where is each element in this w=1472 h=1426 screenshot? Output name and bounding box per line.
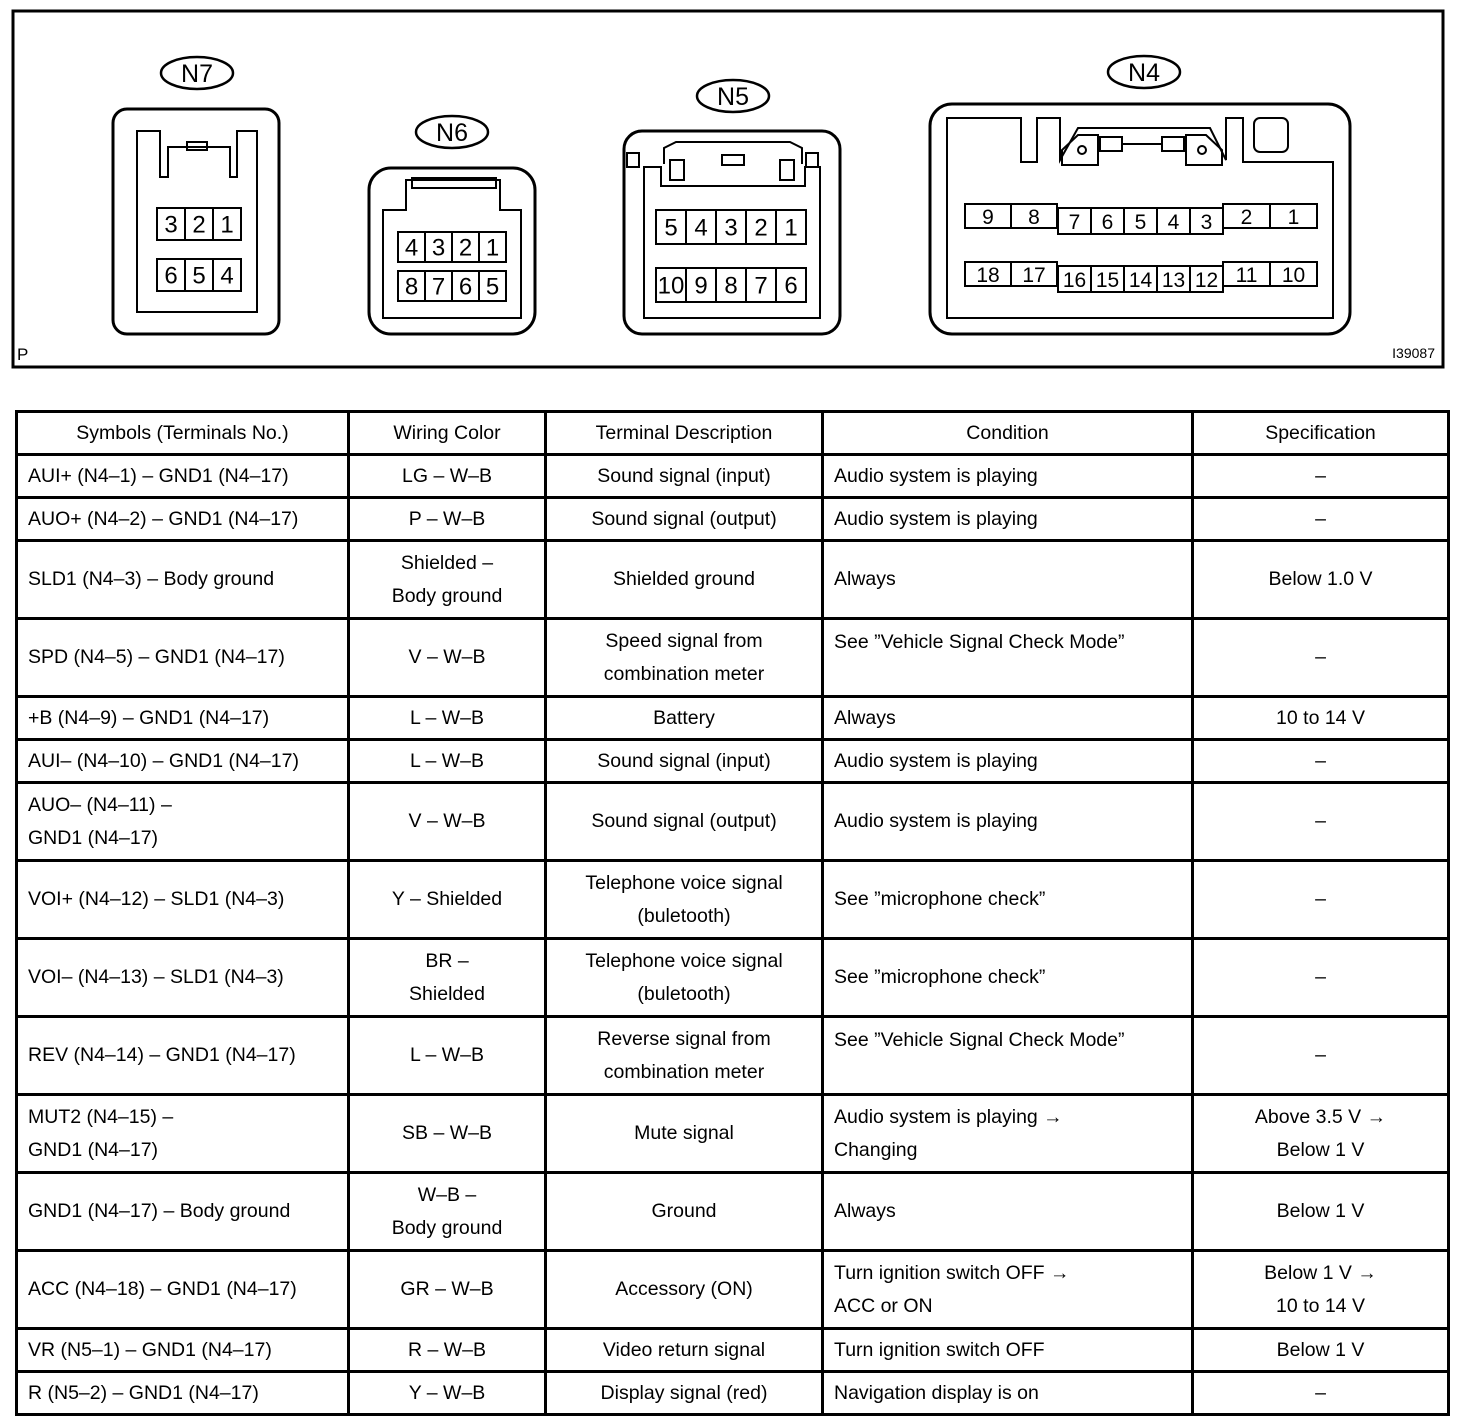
cell-terminal-description: Sound signal (output) xyxy=(546,783,823,861)
cell-specification: Below 1 V → 10 to 14 V xyxy=(1193,1251,1449,1329)
table-row xyxy=(17,783,1449,861)
header-terminal-description: Terminal Description xyxy=(546,412,823,455)
pin-number: 3 xyxy=(724,214,738,242)
cell-condition: See ”microphone check” xyxy=(823,861,1193,939)
cell-specification: 10 to 14 V xyxy=(1193,697,1449,740)
table-row xyxy=(17,861,1449,939)
cell-condition: See ”Vehicle Signal Check Mode” xyxy=(823,1017,1193,1095)
cell-symbols: VOI– (N4–13) – SLD1 (N4–3) xyxy=(17,939,349,1017)
pin-number: 2 xyxy=(1240,206,1253,229)
cell-terminal-description: Telephone voice signal (buletooth) xyxy=(546,939,823,1017)
pin-number: 7 xyxy=(1068,211,1081,234)
pin-number: 6 xyxy=(1101,211,1114,234)
cell-wiring-color: L – W–B xyxy=(349,1017,546,1095)
cell-specification: – xyxy=(1193,939,1449,1017)
connector-n5-label: N5 xyxy=(717,83,749,111)
cell-condition: Audio system is playing xyxy=(823,498,1193,541)
cell-specification: – xyxy=(1193,498,1449,541)
cell-terminal-description: Telephone voice signal (buletooth) xyxy=(546,861,823,939)
cell-wiring-color: P – W–B xyxy=(349,498,546,541)
pin-number: 13 xyxy=(1161,269,1186,292)
cell-terminal-description: Video return signal xyxy=(546,1329,823,1372)
pin-number: 3 xyxy=(431,234,446,262)
table-row xyxy=(17,1017,1449,1095)
cell-symbols: AUO+ (N4–2) – GND1 (N4–17) xyxy=(17,498,349,541)
connector-n6-label: N6 xyxy=(436,119,468,147)
cell-wiring-color: L – W–B xyxy=(349,740,546,783)
cell-wiring-color: R – W–B xyxy=(349,1329,546,1372)
table-row xyxy=(17,1372,1449,1415)
header-specification: Specification xyxy=(1193,412,1449,455)
pin-number: 2 xyxy=(192,211,206,239)
header-condition: Condition xyxy=(823,412,1193,455)
pin-number: 6 xyxy=(164,262,178,290)
cell-specification: Below 1 V xyxy=(1193,1173,1449,1251)
connector-n7-label: N7 xyxy=(181,60,213,88)
table-row xyxy=(17,498,1449,541)
corner-label: P xyxy=(17,345,29,364)
cell-specification: Above 3.5 V → Below 1 V xyxy=(1193,1095,1449,1173)
connector-n5 xyxy=(624,80,840,334)
cell-terminal-description: Ground xyxy=(546,1173,823,1251)
cell-condition: Audio system is playing xyxy=(823,455,1193,498)
cell-wiring-color: Y – Shielded xyxy=(349,861,546,939)
cell-symbols: GND1 (N4–17) – Body ground xyxy=(17,1173,349,1251)
pin-number: 5 xyxy=(192,262,206,290)
pin-number: 9 xyxy=(982,206,994,229)
cell-terminal-description: Accessory (ON) xyxy=(546,1251,823,1329)
cell-symbols: +B (N4–9) – GND1 (N4–17) xyxy=(17,697,349,740)
table-row xyxy=(17,541,1449,619)
table-row xyxy=(17,1251,1449,1329)
pin-number: 12 xyxy=(1194,269,1219,292)
pin-number: 8 xyxy=(404,273,419,301)
pin-number: 3 xyxy=(164,211,178,239)
pin-number: 17 xyxy=(1022,264,1046,287)
pin-number: 5 xyxy=(664,214,678,242)
cell-wiring-color: W–B – Body ground xyxy=(349,1173,546,1251)
pin-number: 4 xyxy=(1167,211,1180,234)
cell-symbols: AUI+ (N4–1) – GND1 (N4–17) xyxy=(17,455,349,498)
connector-n5-row-2 xyxy=(656,268,806,302)
cell-wiring-color: V – W–B xyxy=(349,619,546,697)
pin-number: 10 xyxy=(1281,264,1306,287)
table-row xyxy=(17,939,1449,1017)
pin-number: 16 xyxy=(1062,269,1087,292)
cell-terminal-description: Shielded ground xyxy=(546,541,823,619)
pin-number: 2 xyxy=(458,234,473,262)
pin-number: 1 xyxy=(485,234,500,262)
cell-wiring-color: GR – W–B xyxy=(349,1251,546,1329)
pin-number: 5 xyxy=(485,273,500,301)
cell-symbols: VOI+ (N4–12) – SLD1 (N4–3) xyxy=(17,861,349,939)
pin-number: 8 xyxy=(1028,206,1040,229)
pin-number: 6 xyxy=(458,273,473,301)
cell-condition: Always xyxy=(823,697,1193,740)
header-wiring-color: Wiring Color xyxy=(349,412,546,455)
cell-terminal-description: Sound signal (output) xyxy=(546,498,823,541)
cell-condition: Audio system is playing → Changing xyxy=(823,1095,1193,1173)
connector-n4-row-2 xyxy=(965,262,1317,292)
cell-condition: Audio system is playing xyxy=(823,740,1193,783)
cell-specification: – xyxy=(1193,740,1449,783)
table-header-row xyxy=(17,412,1449,455)
pin-number: 3 xyxy=(1200,211,1213,234)
connector-n6-row-2 xyxy=(398,271,506,301)
cell-wiring-color: V – W–B xyxy=(349,783,546,861)
cell-symbols: SLD1 (N4–3) – Body ground xyxy=(17,541,349,619)
cell-wiring-color: BR – Shielded xyxy=(349,939,546,1017)
connector-n6 xyxy=(369,116,535,334)
cell-terminal-description: Display signal (red) xyxy=(546,1372,823,1415)
connector-n4-row-1 xyxy=(965,204,1317,234)
pin-number: 1 xyxy=(220,211,234,239)
table-row xyxy=(17,1329,1449,1372)
pin-number: 4 xyxy=(220,262,234,290)
pin-number: 4 xyxy=(404,234,419,262)
pin-number: 11 xyxy=(1235,264,1258,287)
connector-n7-row-2 xyxy=(157,259,241,291)
cell-wiring-color: L – W–B xyxy=(349,697,546,740)
terminal-table xyxy=(15,410,1450,1416)
pin-number: 14 xyxy=(1128,269,1153,292)
connector-n4 xyxy=(930,56,1350,334)
pin-number: 2 xyxy=(754,214,768,242)
table-row xyxy=(17,1173,1449,1251)
cell-specification: – xyxy=(1193,783,1449,861)
cell-specification: – xyxy=(1193,455,1449,498)
pin-number: 1 xyxy=(784,214,798,242)
cell-terminal-description: Mute signal xyxy=(546,1095,823,1173)
cell-symbols: AUI– (N4–10) – GND1 (N4–17) xyxy=(17,740,349,783)
cell-specification: – xyxy=(1193,619,1449,697)
pin-number: 10 xyxy=(657,272,685,300)
pin-number: 4 xyxy=(694,214,708,242)
header-symbols: Symbols (Terminals No.) xyxy=(17,412,349,455)
cell-condition: Always xyxy=(823,541,1193,619)
pin-number: 6 xyxy=(784,272,798,300)
connector-n6-row-1 xyxy=(398,232,506,262)
cell-terminal-description: Reverse signal from combination meter xyxy=(546,1017,823,1095)
cell-symbols: MUT2 (N4–15) – GND1 (N4–17) xyxy=(17,1095,349,1173)
pin-number: 15 xyxy=(1095,269,1120,292)
cell-symbols: SPD (N4–5) – GND1 (N4–17) xyxy=(17,619,349,697)
table-row xyxy=(17,740,1449,783)
pin-number: 8 xyxy=(724,272,738,300)
pin-number: 7 xyxy=(431,273,446,301)
cell-terminal-description: Speed signal from combination meter xyxy=(546,619,823,697)
cell-specification: – xyxy=(1193,1017,1449,1095)
connector-n5-row-1 xyxy=(656,210,806,244)
table-row xyxy=(17,1095,1449,1173)
connector-n7 xyxy=(113,57,279,334)
cell-specification: Below 1.0 V xyxy=(1193,541,1449,619)
table-body xyxy=(17,455,1449,1415)
cell-terminal-description: Sound signal (input) xyxy=(546,455,823,498)
pin-number: 9 xyxy=(694,272,708,300)
figure-id: I39087 xyxy=(1392,345,1435,361)
connector-diagram xyxy=(0,0,1472,400)
cell-condition: Navigation display is on xyxy=(823,1372,1193,1415)
table-row xyxy=(17,455,1449,498)
cell-terminal-description: Sound signal (input) xyxy=(546,740,823,783)
connector-n4-label: N4 xyxy=(1128,59,1160,87)
cell-specification: – xyxy=(1193,861,1449,939)
table-row xyxy=(17,697,1449,740)
cell-wiring-color: SB – W–B xyxy=(349,1095,546,1173)
cell-symbols: R (N5–2) – GND1 (N4–17) xyxy=(17,1372,349,1415)
cell-condition: See ”Vehicle Signal Check Mode” xyxy=(823,619,1193,697)
pin-number: 18 xyxy=(976,264,1000,287)
cell-symbols: REV (N4–14) – GND1 (N4–17) xyxy=(17,1017,349,1095)
cell-condition: Audio system is playing xyxy=(823,783,1193,861)
cell-symbols: VR (N5–1) – GND1 (N4–17) xyxy=(17,1329,349,1372)
cell-condition: Turn ignition switch OFF xyxy=(823,1329,1193,1372)
cell-condition: Always xyxy=(823,1173,1193,1251)
cell-symbols: AUO– (N4–11) – GND1 (N4–17) xyxy=(17,783,349,861)
pin-number: 7 xyxy=(754,272,768,300)
cell-wiring-color: LG – W–B xyxy=(349,455,546,498)
cell-symbols: ACC (N4–18) – GND1 (N4–17) xyxy=(17,1251,349,1329)
cell-condition: See ”microphone check” xyxy=(823,939,1193,1017)
cell-condition: Turn ignition switch OFF → ACC or ON xyxy=(823,1251,1193,1329)
pin-number: 1 xyxy=(1287,206,1300,229)
cell-specification: Below 1 V xyxy=(1193,1329,1449,1372)
cell-specification: – xyxy=(1193,1372,1449,1415)
table-row xyxy=(17,619,1449,697)
pin-number: 5 xyxy=(1134,211,1147,234)
cell-wiring-color: Shielded – Body ground xyxy=(349,541,546,619)
cell-wiring-color: Y – W–B xyxy=(349,1372,546,1415)
connector-n7-row-1 xyxy=(157,208,241,240)
cell-terminal-description: Battery xyxy=(546,697,823,740)
